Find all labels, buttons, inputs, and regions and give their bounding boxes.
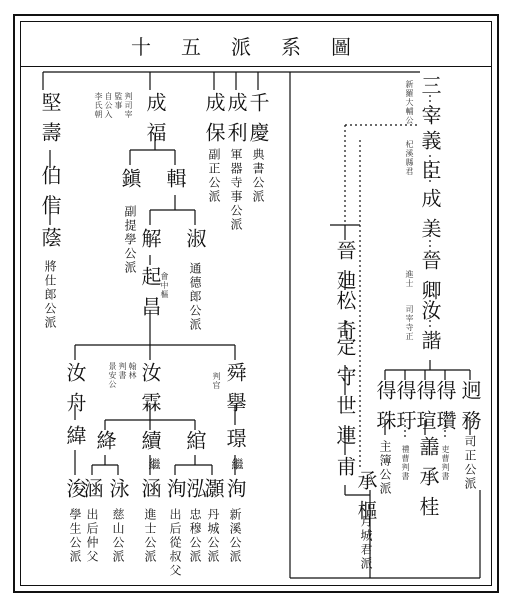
node-hong: 泓 (183, 478, 207, 508)
pai-chengshu: 月城君派 (359, 515, 373, 571)
node-wei: 緯 (63, 425, 87, 455)
node-ji2b: 繼 (230, 458, 244, 472)
pai-qianqing: 典書公派 (251, 148, 265, 204)
node-chengshu: 承樞 (354, 470, 378, 530)
note-rulin-3: 景安公 (108, 362, 117, 389)
pai-jun: 學生公派 (68, 508, 82, 564)
node-chenggui: 承桂 (416, 466, 440, 526)
node-baixin: 伯信 (38, 165, 62, 225)
node-hao: 灝 (201, 478, 225, 508)
pai-dezhu: 主簿公派 (378, 440, 392, 496)
pai-xun: 出后從叔父 (168, 508, 182, 578)
node-dezhu: 得珠 (373, 380, 397, 440)
node-chengfu: 成福 (143, 92, 167, 152)
node-qichang: 起昌 (138, 266, 162, 326)
note-rulin-1: 翰林 (128, 362, 137, 380)
node-ji2: 繼 (147, 458, 161, 472)
note-chengfu-1: 判司宰 (124, 92, 133, 119)
node-jindi: 晉廸 (333, 240, 357, 300)
node-yong: 泳 (106, 478, 130, 508)
note-rulin-2: 判書 (118, 362, 127, 380)
node-rulin: 汝霖 (138, 362, 162, 422)
node-yin: 蔭 (38, 227, 62, 257)
node-dezan: 得瓚 (433, 380, 457, 440)
pai-hao: 丹城公派 (206, 508, 220, 564)
note-yichen: 杞溪縣君 (405, 140, 414, 176)
pai-han: 出后仲父 (85, 508, 99, 564)
node-han: 涵 (80, 478, 104, 508)
note-rujie: 司宰寺正 (405, 305, 414, 341)
node-qianqing: 千慶 (246, 92, 270, 152)
node-ruzhou: 汝舟 (63, 362, 87, 422)
node-jing: 璟 (223, 428, 247, 458)
node-chengbao: 成保 (202, 92, 226, 152)
note-chengfu-2: 監事 (114, 92, 123, 110)
node-dingshou: 定守 (333, 336, 357, 396)
node-shilian: 世連 (333, 395, 357, 455)
note-dexuan: 禮曹判書 (401, 445, 410, 481)
node-ji: 輯 (163, 168, 187, 198)
node-jun: 浚 (63, 478, 87, 508)
node-xu: 續 (138, 430, 162, 460)
note-sanxin: 新羅大輔公 (405, 80, 414, 125)
pai-chengli: 軍器寺事公派 (229, 148, 243, 232)
pai-yong: 慈山公派 (111, 508, 125, 564)
node-dexuan: 得瑄 (413, 380, 437, 440)
page-title: 十五派系圖 (131, 35, 381, 59)
pai-shu: 通德郎公派 (188, 262, 202, 332)
pai-hong: 忠穆公派 (188, 508, 202, 564)
pai-yin: 將仕郎公派 (43, 260, 57, 330)
pai-chengbao: 副正公派 (207, 148, 221, 204)
note-jinqing: 進士 (405, 270, 414, 288)
pai-zhen: 副提學公派 (123, 205, 137, 275)
note-qichang: 會中樞 (160, 272, 169, 299)
note-shunju: 判官 (212, 372, 221, 390)
note-chengfu-3: 自公入 (104, 92, 113, 119)
node-sanxin: 三宰 (418, 75, 442, 135)
node-shu: 淑 (183, 228, 207, 258)
node-jiongwu: 迥務 (458, 380, 482, 440)
node-han2: 涵 (138, 478, 162, 508)
node-chengmei: 成美 (418, 188, 442, 248)
node-xun2: 洵 (223, 478, 247, 508)
node-shunju: 舜擧 (223, 362, 247, 422)
node-chengli: 成利 (224, 92, 248, 152)
node-rujie: 汝諧 (418, 300, 442, 360)
note-chengfu-4: 李氏朝 (94, 92, 103, 119)
node-xuan: 綰 (183, 430, 207, 460)
node-jiang: 絳 (93, 430, 117, 460)
pai-jiongwu: 司正公派 (463, 435, 477, 491)
node-xun: 洵 (163, 478, 187, 508)
node-songqi: 松奇 (333, 290, 357, 350)
node-yong2: 甫 (333, 456, 357, 486)
note-dezan: 吏曹判書 (441, 445, 450, 481)
node-zhen: 鎭 (118, 168, 142, 198)
node-jie: 解 (138, 228, 162, 258)
pai-xun2: 新溪公派 (228, 508, 242, 564)
pai-han2: 進士公派 (143, 508, 157, 564)
node-shan: 譱 (416, 436, 440, 466)
node-jinqing: 晉卿 (418, 250, 442, 310)
node-dexu: 得玗 (393, 380, 417, 440)
node-qianshou: 堅壽 (38, 92, 62, 152)
node-yichen: 義臣 (418, 130, 442, 190)
